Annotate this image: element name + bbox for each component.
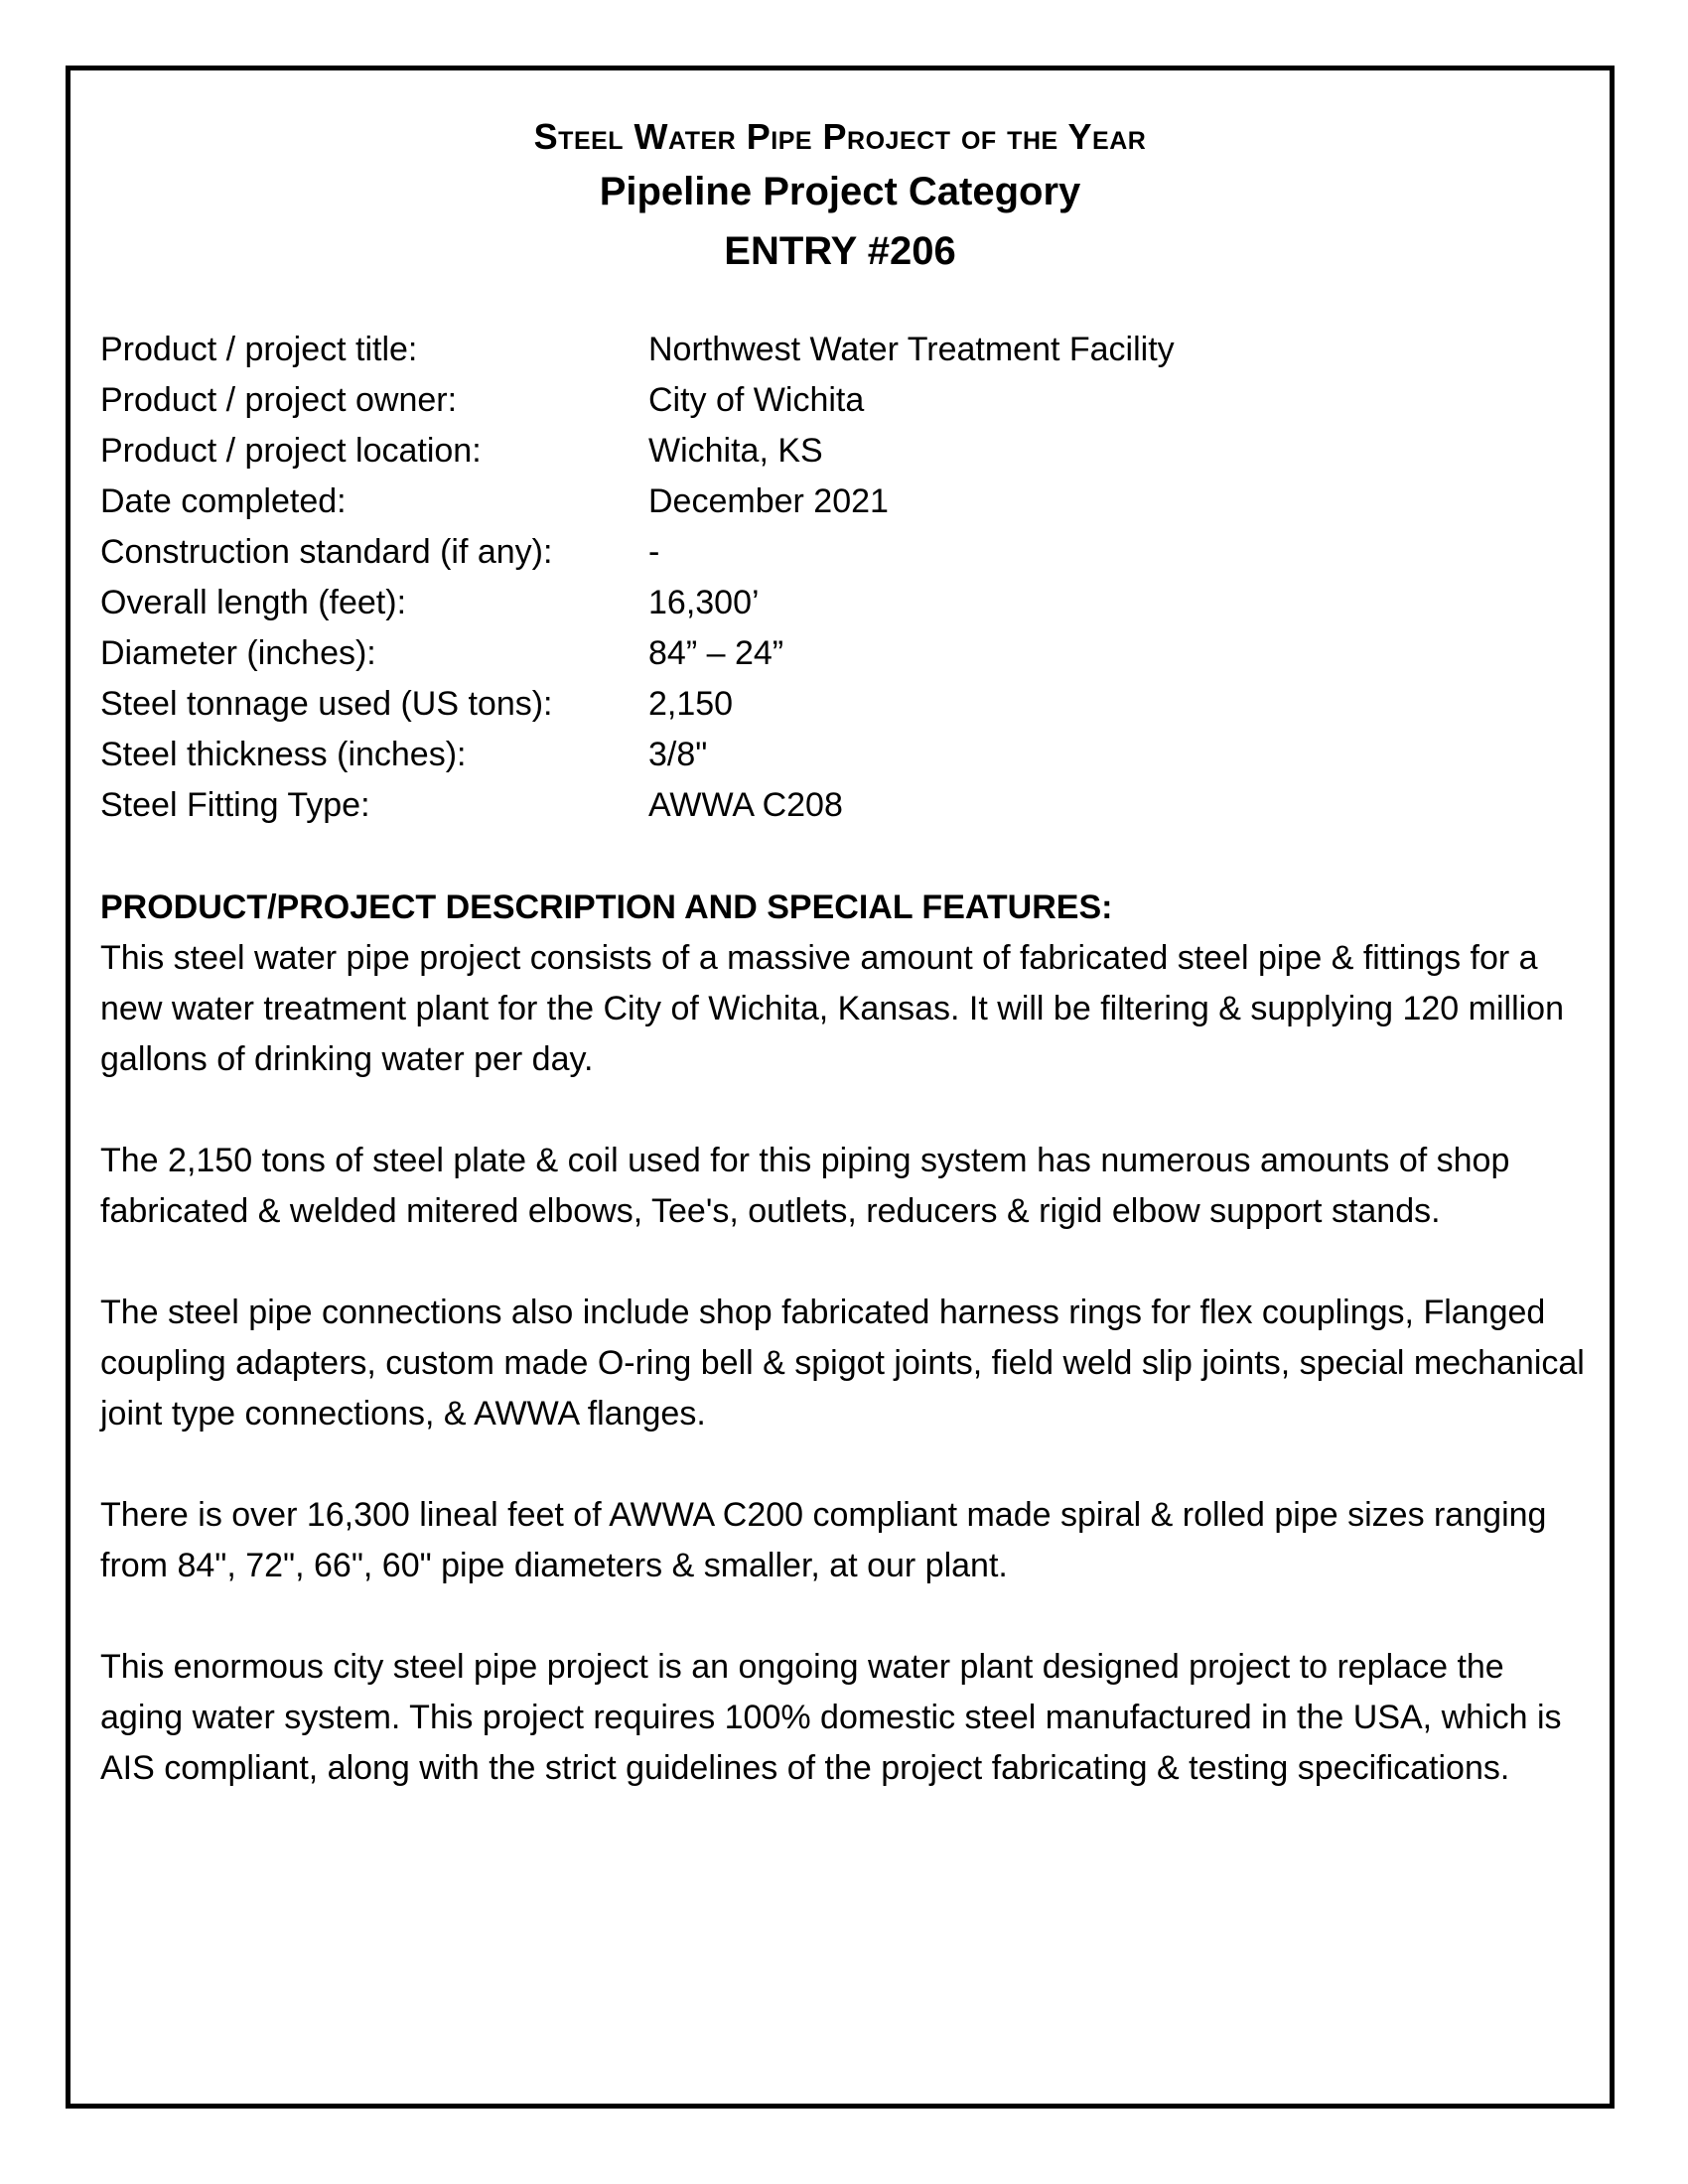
- field-label: Construction standard (if any):: [100, 533, 553, 571]
- field-row-fitting-type: [100, 780, 1570, 831]
- field-row-construction-standard: [100, 527, 1570, 578]
- field-row-location: [100, 426, 1570, 477]
- field-label: Steel thickness (inches):: [100, 736, 467, 773]
- entry-number: ENTRY #206: [724, 229, 956, 273]
- field-row-date-completed: [100, 477, 1570, 527]
- field-label: Product / project owner:: [100, 381, 458, 419]
- field-row-overall-length: [100, 578, 1570, 628]
- field-row-steel-thickness: [100, 730, 1570, 780]
- description-paragraph: This enormous city steel pipe project is an ongoing water plant designed project to replace the aging water system. This project requires 100% domestic steel manufactured in the USA, which is AIS compliant, along with the strict guidelines of the project fabricating & testing specifications.: [100, 1648, 1562, 1787]
- description-paragraph: There is over 16,300 lineal feet of AWWA C200 compliant made spiral & rolled pipe sizes ranging from 84", 72", 66", 60" pipe diameters & smaller, at our plant.: [100, 1496, 1547, 1584]
- field-row-owner: [100, 375, 1570, 426]
- field-label: Overall length (feet):: [100, 584, 407, 621]
- field-row-diameter: [100, 628, 1570, 679]
- document-border: [66, 66, 1615, 2109]
- document-header: [70, 112, 1610, 281]
- field-row-steel-tonnage: [100, 679, 1570, 730]
- field-label: Diameter (inches):: [100, 634, 376, 672]
- description-paragraph: The steel pipe connections also include shop fabricated harness rings for flex couplings, Flanged coupling adapters, custom made O-ring bell & spigot joints, field weld slip joints, special mechanical joint type connections, & AWWA flanges.: [100, 1294, 1585, 1433]
- field-value: Wichita, KS: [648, 432, 823, 470]
- category-title: Pipeline Project Category: [599, 170, 1081, 213]
- field-label: Steel tonnage used (US tons):: [100, 685, 553, 723]
- field-row-title: [100, 325, 1570, 375]
- field-value: December 2021: [648, 482, 889, 520]
- field-value: AWWA C208: [648, 786, 843, 824]
- field-value: Northwest Water Treatment Facility: [648, 331, 1175, 368]
- field-value: 2,150: [648, 685, 734, 723]
- field-value: City of Wichita: [648, 381, 865, 419]
- description-heading: PRODUCT/PROJECT DESCRIPTION AND SPECIAL FEATURES:: [100, 888, 1113, 926]
- field-value: 3/8": [648, 736, 708, 773]
- field-label: Date completed:: [100, 482, 347, 520]
- field-value: 84” – 24”: [648, 634, 784, 672]
- project-description: [100, 883, 1590, 1794]
- field-label: Steel Fitting Type:: [100, 786, 370, 824]
- field-label: Product / project location:: [100, 432, 482, 470]
- project-fields: [100, 325, 1570, 831]
- field-value: -: [648, 533, 660, 571]
- description-paragraph: The 2,150 tons of steel plate & coil used for this piping system has numerous amounts of shop fabricated & welded mitered elbows, Tee's, outlets, reducers & rigid elbow support stands.: [100, 1142, 1510, 1230]
- award-title: Steel Water Pipe Project of the Year: [533, 116, 1147, 157]
- description-paragraph: This steel water pipe project consists of a massive amount of fabricated steel pipe & fittings for a new water treatment plant for the City of Wichita, Kansas. It will be filtering & supplying 120 million gallons of drinking water per day.: [100, 939, 1565, 1078]
- field-label: Product / project title:: [100, 331, 418, 368]
- field-value: 16,300’: [648, 584, 760, 621]
